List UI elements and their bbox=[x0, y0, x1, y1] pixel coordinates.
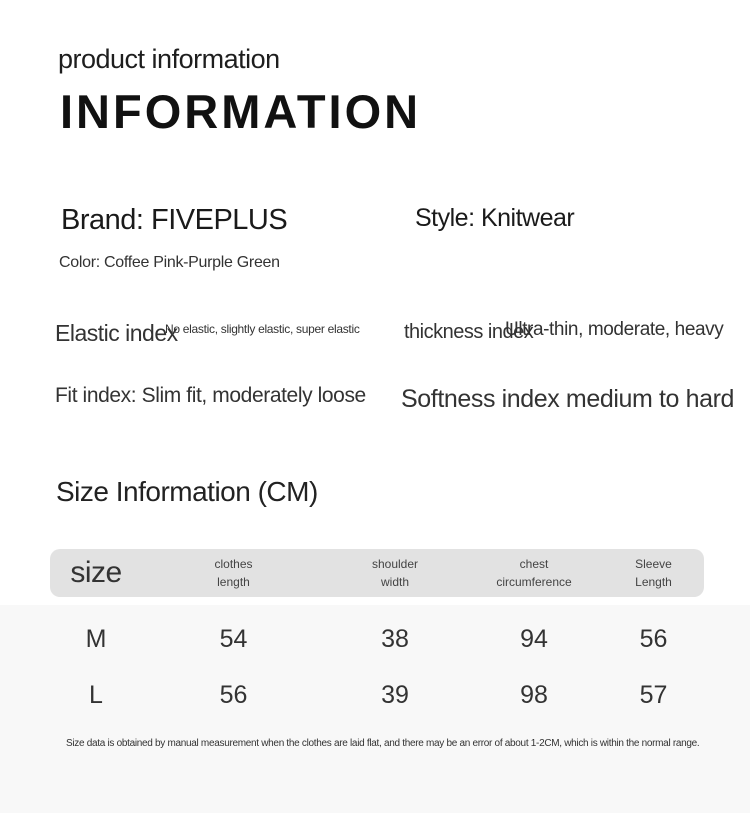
cell-sleeve-length: 56 bbox=[639, 624, 668, 653]
cell-size: M bbox=[85, 624, 107, 653]
size-note: Size data is obtained by manual measurement when the clothes are laid flat, and there may be an error of about 1-2CM, which is within the normal range. bbox=[66, 738, 700, 749]
table-row bbox=[50, 667, 704, 723]
softness-index-text: Softness index medium to hard bbox=[401, 385, 735, 413]
cell-clothes-length: 56 bbox=[219, 680, 248, 709]
cell-shoulder-width: 38 bbox=[381, 624, 409, 653]
size-table bbox=[50, 549, 704, 723]
page-title: INFORMATION bbox=[60, 85, 422, 138]
size-table-header bbox=[50, 549, 704, 597]
size-info-title: Size Information (CM) bbox=[56, 476, 318, 507]
page-subtitle: product information bbox=[58, 44, 280, 74]
header-shoulder-width: shoulder width bbox=[371, 557, 419, 589]
cell-shoulder-width: 39 bbox=[381, 680, 409, 709]
thickness-index-label: thickness index bbox=[404, 321, 534, 343]
elastic-index-value: No elastic, slightly elastic, super elastic bbox=[165, 322, 360, 336]
cell-size: L bbox=[89, 680, 103, 709]
cell-chest: 94 bbox=[520, 624, 548, 653]
style-text: Style: Knitwear bbox=[415, 204, 575, 232]
header-clothes-length: clothes length bbox=[214, 557, 253, 589]
cell-sleeve-length: 57 bbox=[639, 680, 668, 709]
brand-text: Brand: FIVEPLUS bbox=[61, 204, 288, 236]
header-size: size bbox=[70, 556, 122, 589]
color-text: Color: Coffee Pink-Purple Green bbox=[59, 254, 280, 271]
header-chest-circumference: chest circumference bbox=[496, 557, 572, 589]
fit-index-text: Fit index: Slim fit, moderately loose bbox=[55, 384, 366, 407]
table-row bbox=[50, 611, 704, 667]
thickness-index-value: Ultra-thin, moderate, heavy bbox=[505, 319, 724, 340]
cell-clothes-length: 54 bbox=[219, 624, 248, 653]
elastic-index-label: Elastic index bbox=[55, 320, 178, 346]
cell-chest: 98 bbox=[520, 680, 548, 709]
header-sleeve-length: Sleeve Length bbox=[635, 557, 672, 589]
